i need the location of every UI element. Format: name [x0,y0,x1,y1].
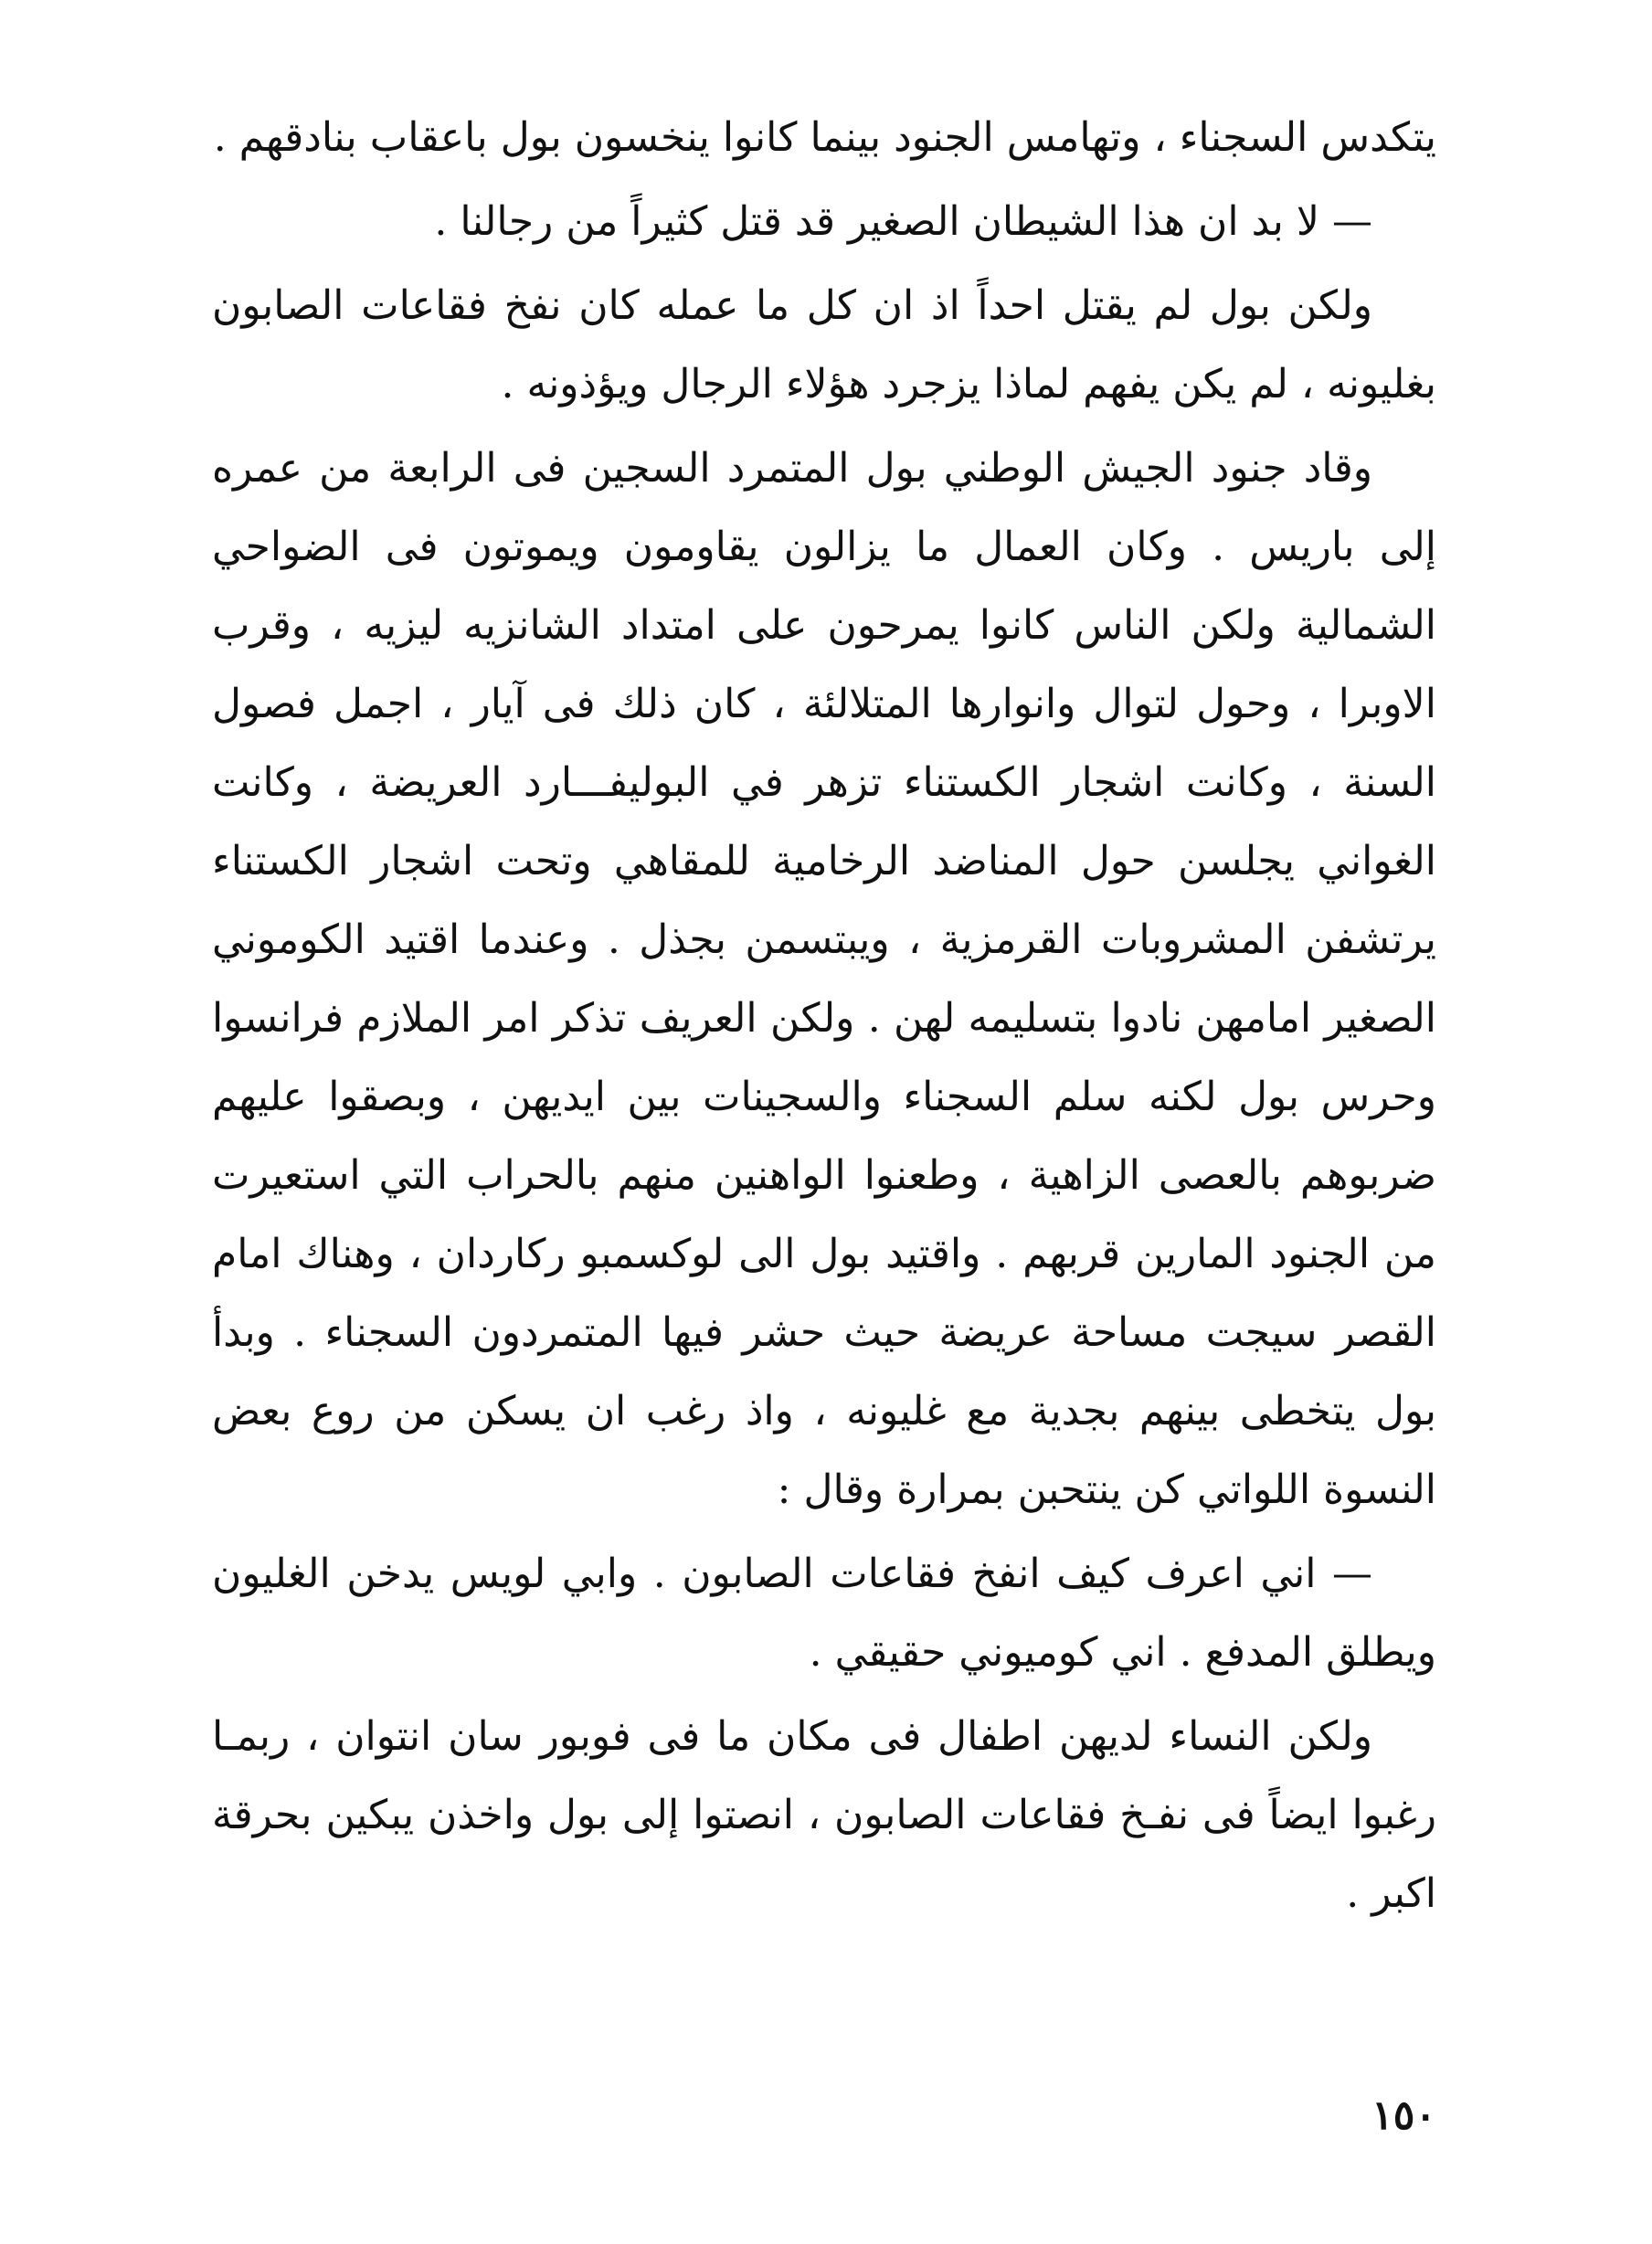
paragraph-march-to-paris: وقاد جنود الجيش الوطني بول المتمرد السجين فى الرابعة من عمره إلى باريس . وكان العمال ما يزالون يقاومون ويموتون فى الضواحي الشمالية ولكن الناس كانوا يمرحون على امتداد الشانزيه ليزيه ، وقرب الاوبرا ، وحول لتوال وانوارها المتلالئة ، كان ذلك فى آيار ، اجمل فصول السنة ، وكانت اشجار الكستناء تزهر في البوليفـــارد العريضة ، وكانت الغواني يجلسن حول المناضد الرخامية للمقاهي وتحت اشجار الكستناء يرتشفن المشروبات القرمزية ، ويبتسمن بجذل . وعندما اقتيد الكوموني الصغير امامهن نادوا بتسليمه لهن . ولكن العريف تذكر امر الملازم فرانسوا وحرس بول لكنه سلم السجناء والسجينات بين ايديهن ، وبصقوا عليهم ضربوهم بالعصى الزاهية ، وطعنوا الواهنين منهم بالحراب التي استعيرت من الجنود المارين قربهم . واقتيد بول الى لوكسمبو ركاردان ، وهناك امام القصر سيجت مساحة عريضة حيث حشر فيها المتمردون السجناء . وبدأ بول يتخطى بينهم بجدية مع غليونه ، واذ رغب ان يسكن من روع بعض النسوة اللواتي كن ينتحبن بمرارة وقال : [212,445,1436,1513]
body-text [212,99,1436,1933]
paragraph-continuation: يتكدس السجناء ، وتهامس الجنود بينما كانوا ينخسون بول باعقاب بنادقهم . [213,114,1436,161]
paragraph-women-weep: ولكن النساء لديهن اطفال فى مكان ما فى فوبور سان انتوان ، ربمـا رغبوا ايضاً فى نفـخ فقاعات الصابون ، انصتوا إلى بول واخذن يبكين بحرقة اكبر . [212,1713,1436,1917]
paragraph-soldier-remark: — لا بد ان هذا الشيطان الصغير قد قتل كثيراً من رجالنا . [434,198,1372,245]
page-number: ١٥٠ [1371,2092,1436,2139]
paragraph-paul-speech: — اني اعرف كيف انفخ فقاعات الصابون . وابي لويس يدخن الغليون ويطلق المدفع . اني كوميوني حقيقي . [212,1551,1436,1676]
paragraph-paul-innocence: ولكن بول لم يقتل احداً اذ ان كل ما عمله كان نفخ فقاعات الصابون بغليونه ، لم يكن يفهم لماذا يزجرد هؤلاء الرجال ويؤذونه . [212,282,1436,408]
